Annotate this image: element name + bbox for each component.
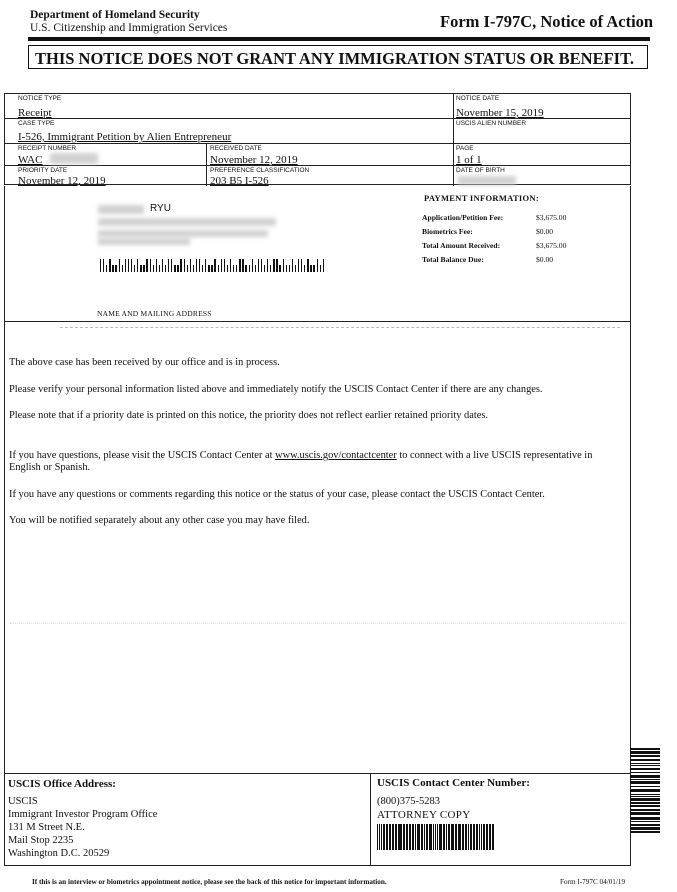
barcode-bar: [301, 259, 302, 272]
body-paragraph: Please note that if a priority date is printed on this notice, the priority does not reflect earlier retained priority dates.: [9, 410, 488, 421]
barcode-bar: [630, 798, 660, 801]
barcode-bar: [190, 259, 191, 272]
alien-number-label: USCIS ALIEN NUMBER: [456, 120, 527, 127]
barcode-bar: [317, 259, 318, 272]
barcode-bar: [630, 805, 660, 807]
name-address-label: NAME AND MAILING ADDRESS: [97, 309, 212, 318]
barcode-bar: [146, 259, 147, 272]
barcode-bar: [150, 259, 151, 272]
postal-barcode: [100, 259, 330, 272]
payment-title: PAYMENT INFORMATION:: [424, 193, 540, 203]
warning-banner-text: THIS NOTICE DOES NOT GRANT ANY IMMIGRATION STATUS OR BENEFIT.: [35, 49, 635, 68]
barcode-bar: [392, 824, 394, 850]
addressee-line-3: [98, 238, 190, 245]
notice-type-label: NOTICE TYPE: [18, 95, 62, 102]
barcode-bar: [140, 265, 141, 272]
office-address-line: Immigrant Investor Program Office: [8, 809, 158, 820]
barcode-bar: [446, 824, 447, 850]
barcode-bar: [381, 824, 382, 850]
body-text: to connect with a live USCIS representative in English or Spanish.: [9, 450, 593, 473]
barcode-bar: [630, 812, 660, 815]
header-rule: [28, 37, 650, 41]
barcode-bar: [261, 259, 262, 272]
attorney-copy: ATTORNEY COPY: [377, 809, 471, 821]
barcode-bar: [283, 259, 284, 272]
receipt-number-label: RECEIPT NUMBER: [18, 145, 77, 152]
barcode-bar: [165, 265, 166, 272]
barcode-bar: [276, 259, 277, 272]
barcode-bar: [481, 824, 482, 850]
barcode-bar: [630, 779, 660, 780]
payment-row-label: Application/Petition Fee:: [422, 213, 504, 222]
office-address-line: Mail Stop 2235: [8, 835, 74, 846]
barcode-bar: [403, 824, 405, 850]
barcode-bar: [630, 824, 660, 826]
receipt-number-redaction: [50, 153, 98, 164]
addressee-line-1: [98, 218, 276, 226]
barcode-bar: [459, 824, 461, 850]
barcode-bar: [307, 259, 308, 272]
barcode-bar: [184, 259, 185, 272]
barcode-bar: [310, 265, 311, 272]
received-date-label: RECEIVED DATE: [210, 145, 262, 152]
dob-redaction: [458, 176, 516, 185]
barcode-bar: [435, 824, 436, 850]
barcode-bar: [292, 259, 293, 272]
barcode-bar: [224, 259, 225, 272]
contact-center-title: USCIS Contact Center Number:: [377, 777, 530, 789]
barcode-bar: [630, 802, 660, 804]
barcode-bar: [103, 259, 104, 272]
barcode-bar: [630, 748, 660, 750]
barcode-bar: [199, 259, 200, 272]
barcode-bar: [630, 751, 660, 754]
barcode-bar: [630, 763, 660, 764]
contact-phone: (800)375-5283: [377, 796, 440, 807]
barcode-bar: [630, 821, 660, 822]
barcode-bar: [630, 772, 660, 773]
barcode-bar: [433, 824, 434, 850]
priority-date-label: PRIORITY DATE: [18, 167, 68, 174]
barcode-bar: [279, 265, 280, 272]
payment-row-value: $0.00: [536, 227, 554, 236]
contact-center-link[interactable]: www.uscis.gov/contactcenter: [275, 450, 397, 461]
payment-row-value: $0.00: [536, 255, 554, 264]
barcode-bar: [236, 265, 237, 272]
priority-date-value: November 12, 2019: [18, 175, 106, 187]
barcode-bar: [630, 831, 660, 833]
barcode-bar: [477, 824, 478, 850]
barcode-bar: [273, 259, 274, 272]
payment-row-value: $3,675.00: [536, 213, 567, 222]
barcode-bar: [630, 786, 660, 787]
office-address-line: Washington D.C. 20529: [8, 848, 110, 859]
barcode-bar: [106, 265, 107, 272]
scan-artifact: [10, 623, 626, 625]
preference-value: 203 B5 I-526: [210, 175, 269, 187]
payment-row: [422, 213, 622, 227]
barcode-bar: [415, 824, 416, 850]
barcode-bar: [264, 265, 265, 272]
barcode-bar: [630, 827, 660, 830]
office-address-title: USCIS Office Address:: [8, 778, 116, 790]
page-label: PAGE: [456, 145, 474, 152]
barcode-bar: [395, 824, 397, 850]
barcode-bar: [252, 259, 253, 272]
barcode-bar: [258, 259, 259, 272]
barcode-bar: [211, 265, 212, 272]
footer-form-id: Form I-797C 04/01/19: [560, 878, 626, 886]
payment-row-value: $3,675.00: [536, 241, 567, 250]
barcode-bar: [492, 824, 494, 850]
barcode-bar: [171, 259, 172, 272]
form-title: Form I-797C, Notice of Action: [440, 12, 654, 31]
barcode-bar: [320, 265, 321, 272]
barcode-bar: [137, 259, 138, 272]
body-paragraph: The above case has been received by our office and is in process.: [9, 357, 280, 368]
body-text: If you have questions, please visit the USCIS Contact Center at: [9, 450, 276, 461]
header-dept: Department of Homeland Security: [30, 9, 200, 21]
case-type-label: CASE TYPE: [18, 120, 55, 127]
barcode-bar: [249, 265, 250, 272]
barcode-bar: [255, 265, 256, 272]
barcode-bar: [437, 824, 438, 850]
receipt-number-value: WAC: [18, 154, 43, 166]
barcode-bar: [453, 824, 454, 850]
barcode-bar: [221, 259, 222, 272]
barcode-bar: [196, 259, 197, 272]
barcode-bar: [630, 796, 660, 797]
header-agency: U.S. Citizenship and Immigration Services: [30, 22, 228, 34]
barcode-bar: [242, 259, 243, 272]
barcode-bar: [410, 824, 411, 850]
barcode-bar: [153, 265, 154, 272]
payment-row-label: Total Amount Received:: [422, 241, 501, 250]
barcode-bar: [630, 765, 660, 766]
barcode-bar: [100, 259, 101, 272]
barcode-bar: [134, 265, 135, 272]
barcode-bar: [630, 775, 660, 778]
barcode-bar: [218, 265, 219, 272]
barcode-bar: [298, 259, 299, 272]
barcode-bar: [470, 824, 472, 850]
preference-label: PREFERENCE CLASSIFICATION: [210, 167, 310, 174]
barcode-bar: [112, 265, 113, 272]
notice-date-value: November 15, 2019: [456, 107, 544, 119]
barcode-bar: [119, 259, 120, 272]
barcode-bar: [227, 265, 228, 272]
barcode-bar: [214, 259, 215, 272]
barcode-bar: [630, 794, 660, 795]
case-type-value: I-526, Immigrant Petition by Alien Entrepreneur: [18, 131, 232, 143]
warning-banner: [28, 45, 648, 69]
office-address-line: USCIS: [8, 796, 38, 807]
barcode-bar: [202, 265, 203, 272]
barcode-bar: [304, 265, 305, 272]
barcode-bar: [122, 265, 123, 272]
payment-row: [422, 255, 622, 269]
barcode-bar: [323, 259, 324, 272]
payment-row: [422, 227, 622, 241]
addressee-line-2: [98, 230, 268, 237]
barcode-bar: [131, 259, 132, 272]
barcode-bar: [630, 781, 660, 784]
office-address: [8, 795, 157, 860]
barcode-bar: [630, 817, 660, 820]
barcode-bar: [208, 265, 209, 272]
notice-type-value: Receipt: [18, 107, 52, 119]
barcode-bar: [295, 265, 296, 272]
barcode-bar: [109, 259, 110, 272]
barcode-bar: [462, 824, 464, 850]
body-paragraph: [9, 450, 599, 474]
barcode-bar: [630, 809, 660, 811]
barcode-bar: [168, 259, 169, 272]
barcode-bar: [205, 259, 206, 272]
office-address-line: 131 M Street N.E.: [8, 822, 85, 833]
barcode-bar: [159, 265, 160, 272]
addressee-name: RYU: [150, 203, 171, 214]
barcode-bar: [424, 824, 425, 850]
payment-row: [422, 241, 622, 255]
payment-row-label: Total Balance Due:: [422, 255, 484, 264]
barcode-bar: [193, 265, 194, 272]
barcode-bar: [143, 265, 144, 272]
barcode-bar: [180, 259, 181, 272]
barcode-bar: [156, 259, 157, 272]
dob-label: DATE OF BIRTH: [456, 167, 505, 174]
barcode-bar: [286, 265, 287, 272]
barcode-bar: [289, 265, 290, 272]
payment-row-label: Biometrics Fee:: [422, 227, 473, 236]
barcode-bar: [377, 824, 378, 850]
addressee-name-redaction: [98, 205, 144, 214]
barcode-bar: [313, 265, 314, 272]
side-barcode: [630, 748, 660, 832]
barcode-bar: [245, 265, 246, 272]
barcode-bar: [162, 259, 163, 272]
barcode-bar: [468, 824, 469, 850]
body-paragraph: If you have any questions or comments regarding this notice or the status of your case, please contact the USCIS Contact Center.: [9, 489, 545, 500]
barcode-bar: [267, 259, 268, 272]
page-value: 1 of 1: [456, 154, 482, 166]
notice-date-label: NOTICE DATE: [456, 95, 500, 102]
barcode-bar: [174, 265, 175, 272]
barcode-bar: [630, 755, 660, 757]
body-paragraph: You will be notified separately about any other case you may have filed.: [9, 515, 310, 526]
received-date-value: November 12, 2019: [210, 154, 298, 166]
barcode-bar: [125, 259, 126, 272]
scan-artifact: [60, 327, 620, 329]
barcode-bar: [128, 259, 129, 272]
body-paragraph: Please verify your personal information listed above and immediately notify the USCIS Contact Center if there are any changes.: [9, 384, 543, 395]
barcode-bar: [465, 824, 467, 850]
barcode-bar: [230, 259, 231, 272]
barcode-bar: [233, 265, 234, 272]
barcode-bar: [441, 824, 442, 850]
barcode-bar: [187, 265, 188, 272]
document-barcode: [377, 824, 499, 850]
footer-note: If this is an interview or biometrics appointment notice, please see the back of this notice for important information.: [32, 878, 387, 886]
barcode-bar: [421, 824, 423, 850]
barcode-bar: [115, 265, 116, 272]
barcode-bar: [177, 265, 178, 272]
barcode-bar: [630, 768, 660, 770]
barcode-bar: [630, 759, 660, 761]
barcode-bar: [239, 259, 240, 272]
barcode-bar: [270, 265, 271, 272]
barcode-bar: [630, 789, 660, 792]
